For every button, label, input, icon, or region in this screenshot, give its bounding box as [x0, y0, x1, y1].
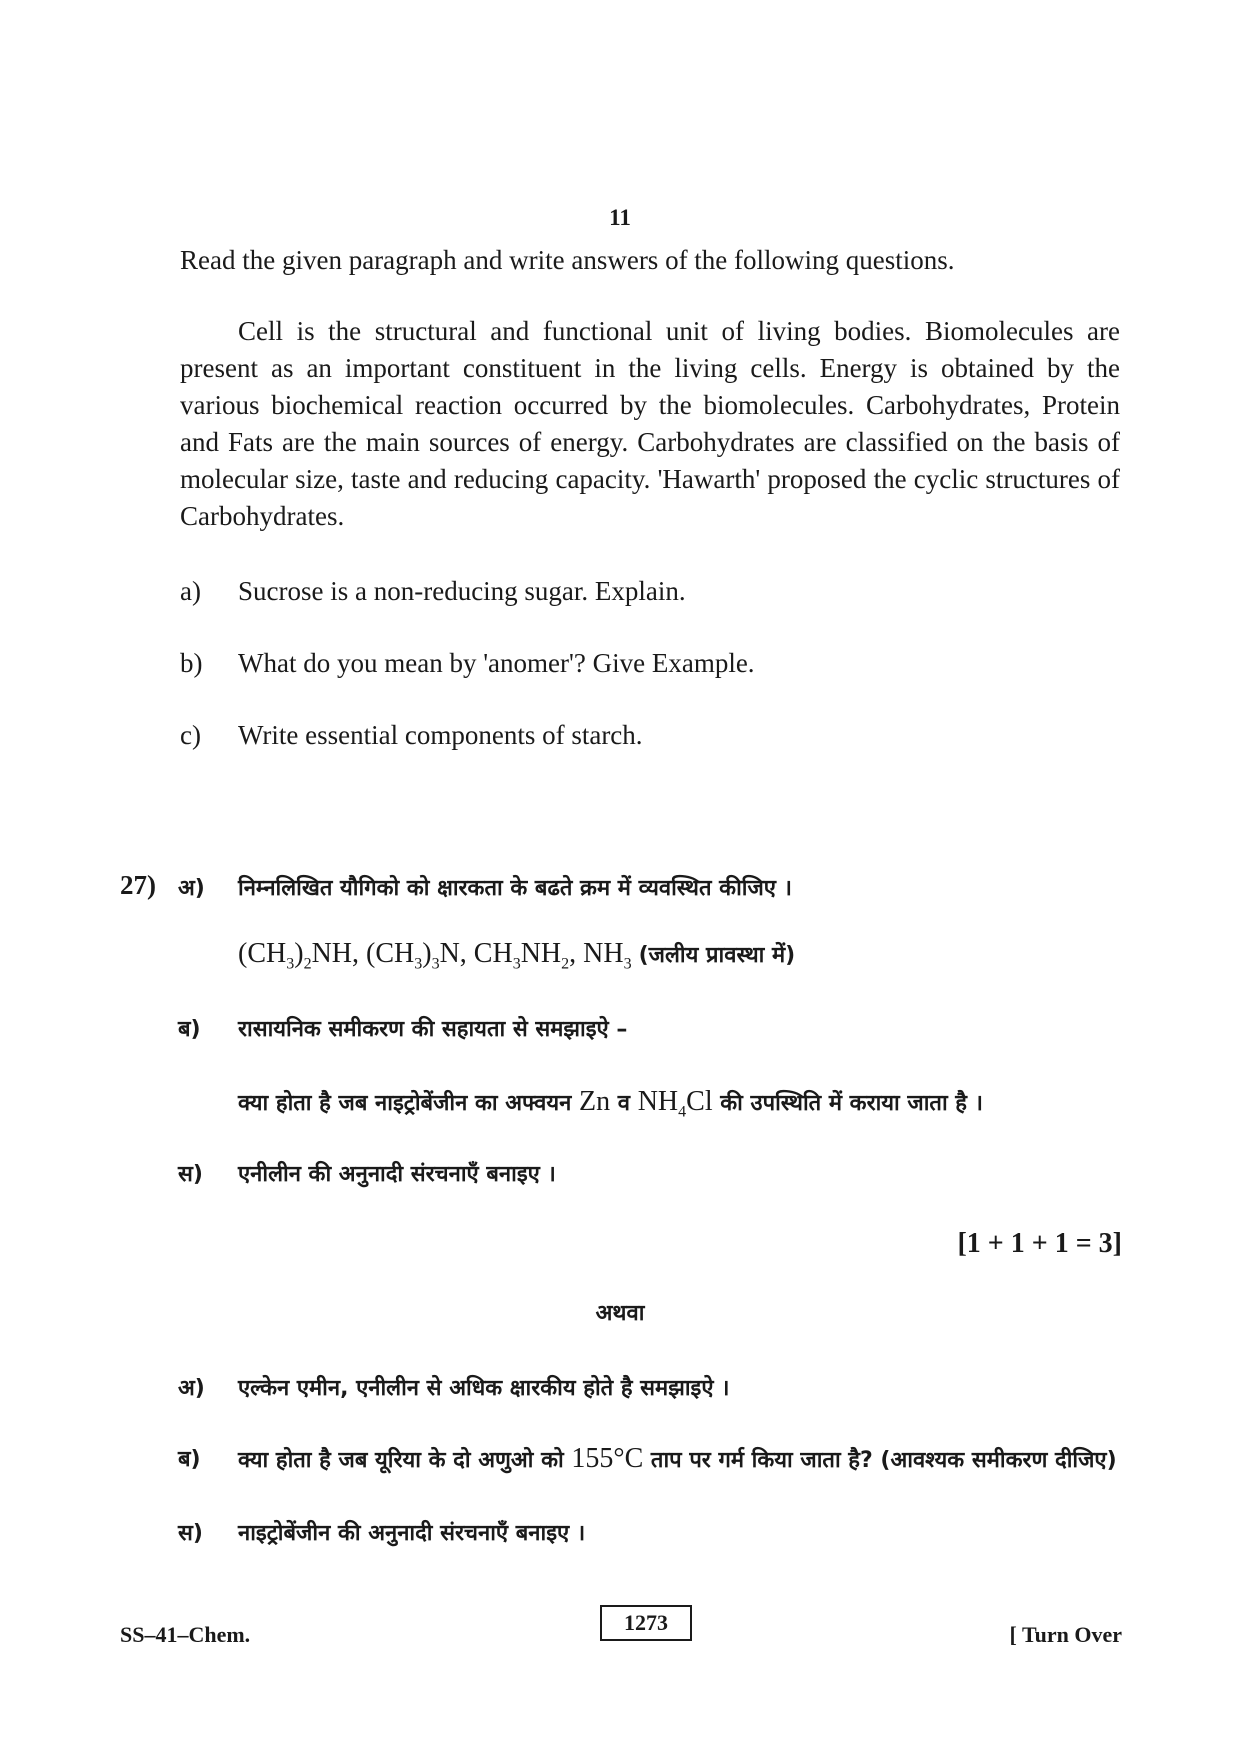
question-b-text: What do you mean by 'anomer'? Give Example. [238, 648, 755, 678]
alt-b-pre: क्या होता है जब यूरिया के दो अणुओ को [238, 1448, 564, 1473]
q27-b-detail [238, 1086, 1128, 1122]
question-b-label: b) [180, 648, 203, 678]
q27-b-label: ब) [178, 1017, 201, 1042]
alt-b-label: ब) [178, 1447, 201, 1472]
question-a-text: Sucrose is a non-reducing sugar. Explain. [238, 576, 686, 606]
page-code-box: 1273 [600, 1605, 692, 1641]
amine-formulas: $(CH_3)_2NH$, $(CH_3)_3N$, $CH_3NH_2$, $NH_3$ (जलीय प्रावस्था में) [238, 938, 796, 973]
alt-b-text [238, 1443, 1128, 1475]
temperature-value: 155°C [571, 1443, 644, 1474]
q27-b-text: रासायनिक समीकरण की सहायता से समझाइऐ – [238, 1017, 628, 1042]
q27-a-text: निम्नलिखित यौगिको को क्षारकता के बढते क्रम में व्यवस्थित कीजिए । [238, 876, 792, 901]
alt-a-label: अ) [178, 1376, 205, 1401]
question-number: 27) [120, 870, 156, 900]
question-a-label: a) [180, 576, 201, 606]
q27-b-detail-va: व [617, 1091, 631, 1116]
comprehension-paragraph: Cell is the structural and functional unit of living bodies. Biomolecules are present as an important constituent in the living cells. Energy is obtained by the various biochemical reaction occurred by the biomolecules. Carbohydrates, Protein and Fats are the main sources of energy. Carbohydrates are classified on the basis of molecular size, taste and reducing capacity. 'Hawarth' proposed the cyclic structures of Carbohydrates. [180, 316, 1120, 531]
q27-c-label: स) [178, 1162, 203, 1187]
q27-b-detail-pre: क्या होता है जब नाइट्रोबेंजीन का अफ्वयन [238, 1091, 572, 1116]
or-divider: अथवा [595, 1301, 645, 1326]
alt-a-text: एल्केन एमीन, एनीलीन से अधिक क्षारकीय होते है समझाइऐ । [238, 1376, 730, 1401]
q27-a-label: अ) [178, 876, 205, 901]
question-c-text: Write essential components of starch. [238, 720, 643, 750]
turn-over-note: [ Turn Over [1009, 1622, 1122, 1647]
marks-distribution: [1 + 1 + 1 = 3] [957, 1228, 1122, 1259]
ammonium-chloride-formula: $NH_4Cl$ [637, 1086, 713, 1121]
question-c-label: c) [180, 720, 201, 750]
page-number: 11 [609, 205, 631, 230]
q27-c-text: एनीलीन की अनुनादी संरचनाएँ बनाइए । [238, 1162, 556, 1187]
formula-note: (जलीय प्रावस्था में) [638, 943, 796, 968]
alt-c-label: स) [178, 1521, 203, 1546]
paper-code: SS–41–Chem. [120, 1622, 251, 1647]
q27-b-detail-post: की उपस्थिति में कराया जाता है । [720, 1091, 983, 1116]
alt-b-post: ताप पर गर्म किया जाता है? (आवश्यक समीकरण दीजिए) [650, 1448, 1117, 1473]
instructions: Read the given paragraph and write answers of the following questions. [180, 245, 955, 275]
alt-c-text: नाइट्रोबेंजीन की अनुनादी संरचनाएँ बनाइए । [238, 1521, 586, 1546]
zinc-symbol: Zn [579, 1086, 611, 1117]
